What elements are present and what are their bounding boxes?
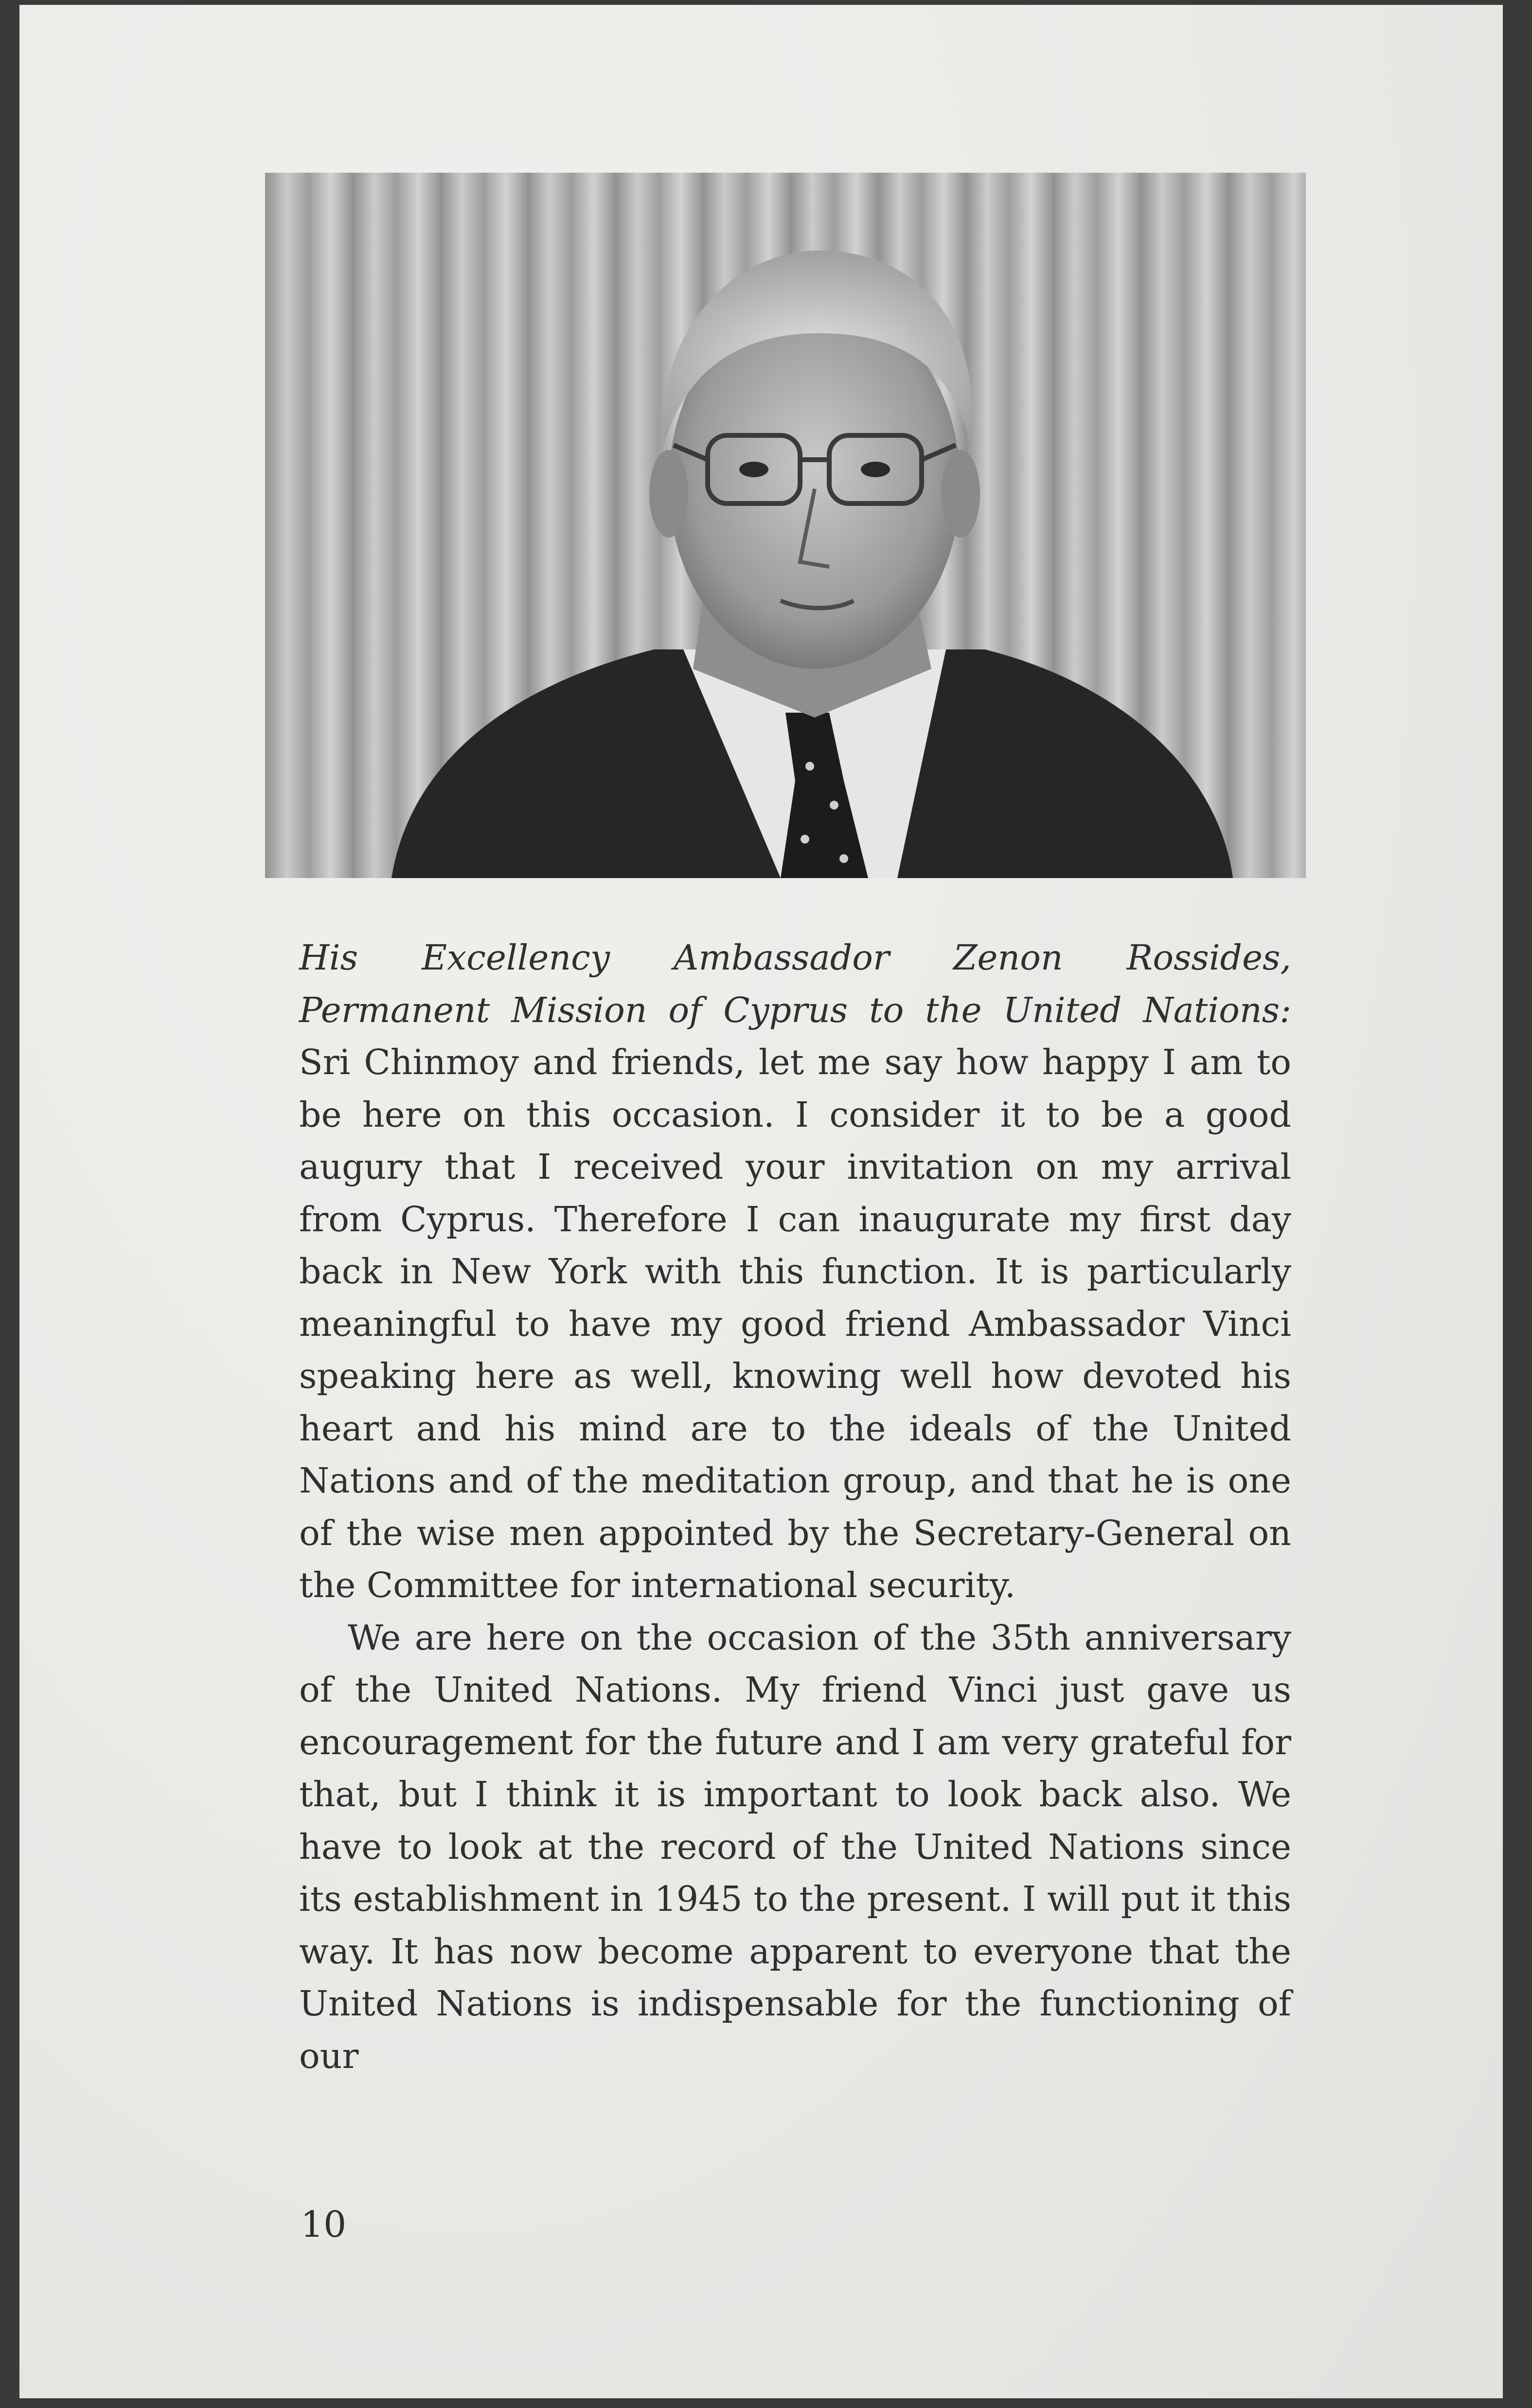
speaker-name: His Excellency Ambassador Zenon Rossides, Permanent Mission of Cyprus to the United Nations: <box>299 937 1291 1030</box>
portrait-photo <box>265 173 1306 878</box>
portrait-photo-icon <box>265 173 1306 878</box>
speech-paragraph-2: We are here on the occasion of the 35th anniversary of the United Nations. My friend Vinci just gave us encouragement for the future and I am very grateful for that, but I think it is important to look back also. We have to look at the record of the United Nations since its establishment in 1945 to the present. I will put it this way. It has now become apparent to everyone that the United Nations is indispensable for the functioning of our <box>299 1617 1291 2076</box>
book-page <box>19 5 1503 2398</box>
page-number: 10 <box>301 2204 347 2246</box>
paragraph-1-body: Sri Chinmoy and friends, let me say how happy I am to be here on this occasion. I consider it to be a good augury that I received your invitation on my arrival from Cyprus. Therefore I can inaugurate my first day back in New York with this function. It is particularly meaningful to have my good friend Ambassador Vinci speaking here as well, knowing well how devoted his heart and his mind are to the ideals of the United Nations and of the meditation group, and that he is one of the wise men appointed by the Secretary-General on the Committee for international security. <box>299 1042 1291 1605</box>
speech-text <box>299 932 1291 2082</box>
speech-paragraph-1 <box>299 932 1291 1612</box>
